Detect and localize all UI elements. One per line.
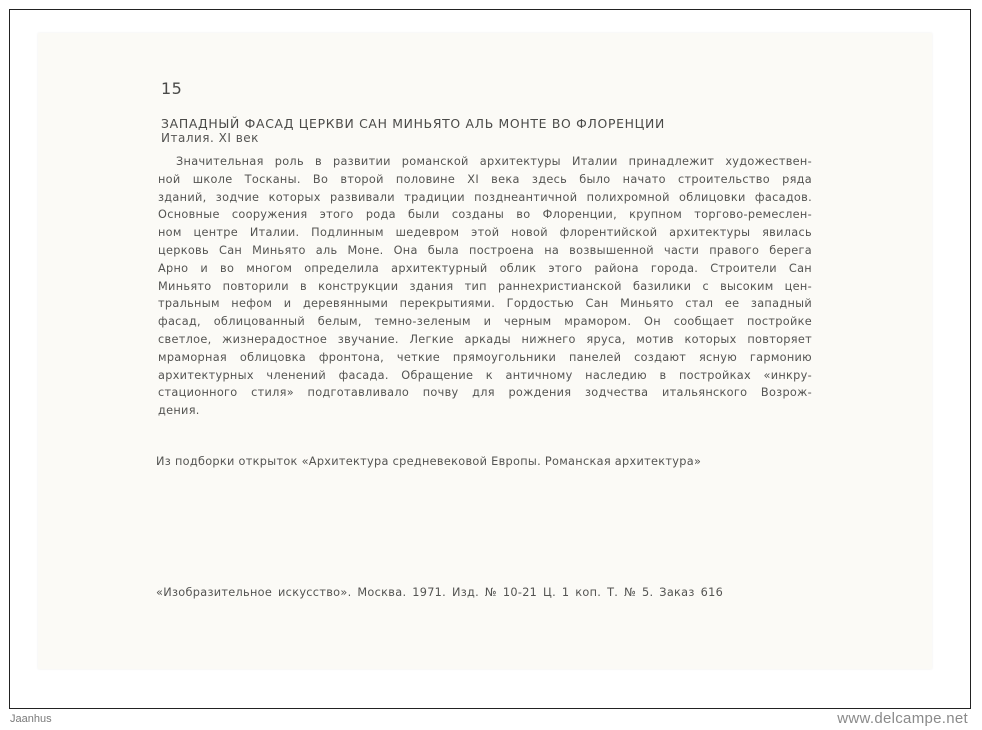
series-note: Из подборки открыток «Архитектура средневековой Европы. Романская архитектура» bbox=[156, 455, 702, 468]
description-line: Миньято повторили в конструкции здания тип раннехристианской базилики с высоким цен- bbox=[158, 279, 812, 293]
description-line: архитектурных членений фасада. Обращение к античному наследию в постройках «инкру- bbox=[158, 368, 812, 382]
description-line: тральным нефом и деревянными перекрытиями. Гордостью Сан Миньято стал ее западный bbox=[158, 297, 812, 311]
description-line: фасад, облицованный белым, темно-зеленым и черным мрамором. Он сообщает постройке bbox=[158, 315, 812, 329]
description-line: церковь Сан Миньято аль Моне. Она была построена на возвышенной части правого берега bbox=[158, 243, 812, 257]
card-subtitle: Италия. XI век bbox=[161, 131, 259, 145]
watermark-site: www.delcampe.net bbox=[837, 710, 968, 727]
description-line: Арно и во многом определила архитектурный облик этого района города. Строители Сан bbox=[158, 261, 812, 275]
card-number: 15 bbox=[161, 79, 183, 98]
description-line: ной школе Тосканы. Во второй половине XI века здесь было начато строительство ряда bbox=[158, 172, 812, 186]
description-line: Основные сооружения этого рода были созданы во Флоренции, крупном торгово-ремеслен- bbox=[158, 208, 812, 222]
postcard-back bbox=[38, 33, 932, 669]
description-line: мраморная облицовка фронтона, четкие прямоугольники панелей создают ясную гармонию bbox=[158, 350, 812, 364]
watermark-seller: Jaanhus bbox=[10, 713, 52, 725]
description-line: дения. bbox=[158, 404, 200, 418]
description-line: стационного стиля» подготавливало почву для рождения зодчества итальянского Возрож- bbox=[158, 386, 812, 400]
publisher-imprint: «Изобразительное искусство». Москва. 1971. Изд. № 10-21 Ц. 1 коп. Т. № 5. Заказ 616 bbox=[156, 586, 724, 599]
description-line: светлое, жизнерадостное звучание. Легкие аркады нижнего яруса, мотив которых повторяет bbox=[158, 332, 812, 346]
description-line: ном центре Италии. Подлинным шедевром этой новой флорентийской архитектуры явилась bbox=[158, 226, 812, 240]
description-line: Значительная роль в развитии романской архитектуры Италии принадлежит художествен- bbox=[176, 155, 812, 168]
description-line: зданий, зодчие которых развивали традиции позднеантичной полихромной облицовки фасадов. bbox=[158, 190, 812, 204]
card-title: ЗАПАДНЫЙ ФАСАД ЦЕРКВИ САН МИНЬЯТО АЛЬ МОНТЕ ВО ФЛОРЕНЦИИ bbox=[161, 116, 665, 131]
description-text bbox=[158, 153, 812, 420]
